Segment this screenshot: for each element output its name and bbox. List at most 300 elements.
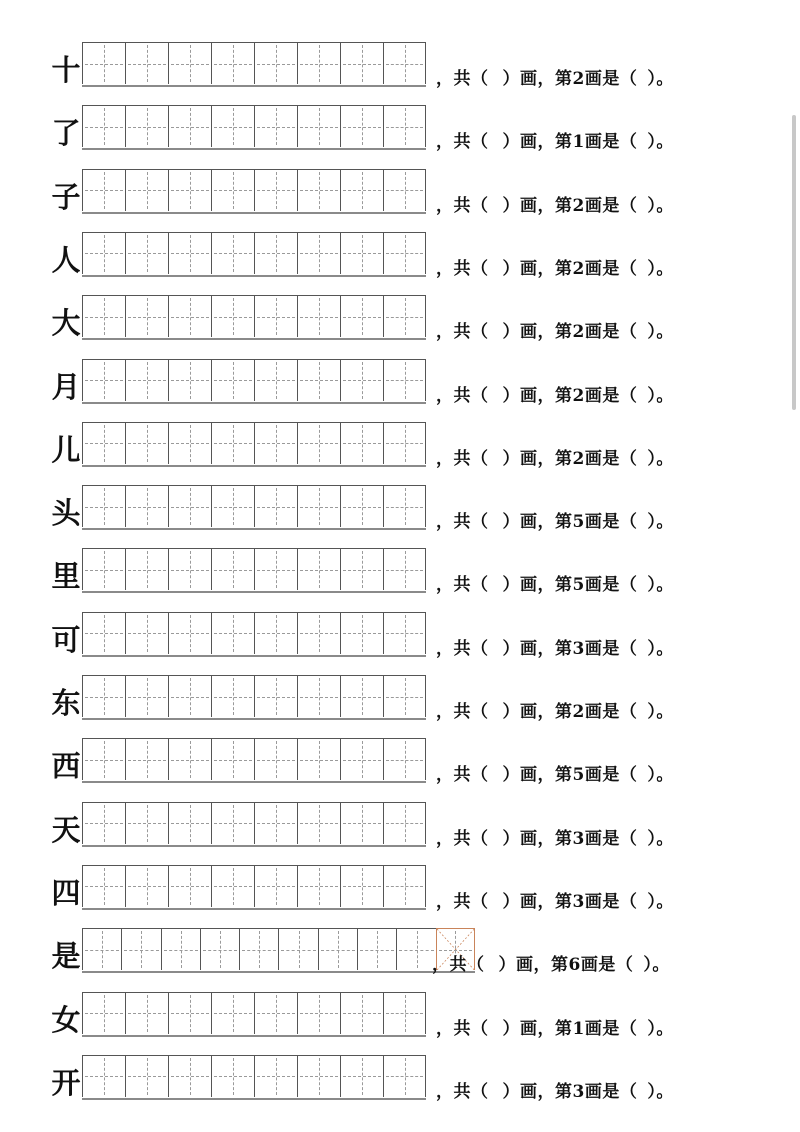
grid-cell[interactable] [340, 738, 383, 780]
question-stroke-is: 画是（ [584, 575, 638, 596]
grid-cell[interactable] [211, 738, 254, 780]
grid-cell[interactable] [211, 295, 254, 337]
grid-cell[interactable] [211, 865, 254, 907]
grid-cell[interactable] [239, 928, 278, 970]
grid-cell[interactable] [82, 548, 125, 590]
grid-cell[interactable] [383, 612, 426, 654]
question-stroke-is: 画是（ [584, 195, 638, 216]
grid-cell[interactable] [254, 738, 297, 780]
question-total-label: 共（ [453, 385, 489, 406]
grid-cell[interactable] [383, 738, 426, 780]
target-character: 子 [51, 179, 81, 214]
question-stroke-is: 画是（ [584, 69, 638, 89]
question-end: ）。 [647, 69, 674, 89]
stroke-number: 2 [572, 69, 585, 89]
grid-cell[interactable] [211, 802, 254, 844]
grid-cell[interactable] [340, 359, 383, 401]
question-total-close: ）画， [502, 1018, 555, 1039]
grid-cell[interactable] [254, 612, 297, 654]
grid-cell[interactable] [254, 169, 297, 211]
grid-cell[interactable] [211, 422, 254, 464]
question-ordinal: 第 [555, 1018, 573, 1039]
grid-cell[interactable] [82, 802, 125, 844]
question-total-label: 共（ [453, 765, 489, 786]
stroke-number: 2 [572, 448, 585, 469]
worksheet-row [0, 992, 800, 1055]
question-total-close: ）画， [498, 955, 551, 976]
grid-cell[interactable] [340, 865, 383, 907]
grid-cell[interactable] [211, 485, 254, 527]
question-total-label: 共（ [453, 512, 489, 533]
grid-cell[interactable] [168, 738, 211, 780]
question-comma: ， [436, 195, 454, 216]
grid-cell[interactable] [297, 422, 340, 464]
stroke-question [436, 507, 674, 532]
grid-cell[interactable] [383, 232, 426, 274]
grid-cell[interactable] [254, 105, 297, 147]
grid-cell[interactable] [211, 992, 254, 1034]
question-end: ）。 [647, 702, 674, 722]
grid-cell[interactable] [211, 105, 254, 147]
grid-cell[interactable] [318, 928, 357, 970]
question-ordinal: 第 [555, 448, 573, 469]
question-end: ）。 [647, 385, 674, 406]
grid-cell[interactable] [297, 992, 340, 1034]
question-comma: ， [436, 575, 454, 596]
question-stroke-is: 画是（ [584, 1018, 638, 1039]
grid-cell[interactable] [211, 675, 254, 717]
grid-cell[interactable] [254, 295, 297, 337]
question-comma: ， [436, 132, 454, 153]
grid-cell[interactable] [125, 42, 168, 84]
tianzi-grid [82, 42, 426, 87]
grid-cell[interactable] [340, 105, 383, 147]
target-character: 大 [51, 306, 81, 341]
question-end: ）。 [647, 195, 674, 216]
grid-cell[interactable] [340, 42, 383, 84]
grid-cell[interactable] [254, 42, 297, 84]
grid-cell[interactable] [168, 802, 211, 844]
question-total-close: ）画， [502, 512, 555, 533]
grid-cell[interactable] [340, 992, 383, 1034]
question-stroke-is: 画是（ [584, 702, 638, 722]
question-stroke-is: 画是（ [584, 132, 638, 153]
grid-cell[interactable] [383, 359, 426, 401]
question-ordinal: 第 [555, 638, 573, 659]
target-character: 了 [51, 116, 81, 151]
question-total-label: 共（ [453, 195, 489, 216]
question-stroke-is: 画是（ [584, 891, 638, 912]
question-end: ）。 [647, 638, 674, 659]
question-stroke-is: 画是（ [584, 765, 638, 786]
question-ordinal: 第 [555, 195, 573, 216]
question-ordinal: 第 [555, 512, 573, 533]
grid-cell[interactable] [82, 422, 125, 464]
worksheet-row [0, 865, 800, 928]
target-character: 可 [51, 622, 81, 657]
grid-cell[interactable] [297, 295, 340, 337]
question-end: ）。 [647, 891, 674, 912]
question-total-close: ）画， [502, 195, 555, 216]
grid-cell[interactable] [125, 992, 168, 1034]
target-character: 十 [51, 53, 81, 87]
grid-cell[interactable] [396, 928, 435, 970]
grid-cell[interactable] [82, 1055, 125, 1097]
stroke-number: 5 [572, 575, 585, 596]
question-total-close: ）画， [502, 385, 555, 406]
worksheet-row [0, 359, 800, 422]
question-total-label: 共（ [453, 575, 489, 596]
grid-cell[interactable] [168, 1055, 211, 1097]
grid-cell[interactable] [168, 359, 211, 401]
grid-cell[interactable] [383, 169, 426, 211]
grid-cell[interactable] [297, 612, 340, 654]
stroke-number: 3 [572, 638, 585, 659]
question-comma: ， [436, 322, 454, 343]
grid-cell[interactable] [82, 738, 125, 780]
question-ordinal: 第 [555, 891, 573, 912]
target-character: 是 [51, 939, 81, 974]
grid-cell[interactable] [254, 485, 297, 527]
tianzi-grid [82, 865, 426, 910]
question-comma: ， [432, 955, 450, 976]
question-total-label: 共（ [453, 828, 489, 849]
stroke-question [436, 697, 674, 722]
grid-cell[interactable] [254, 232, 297, 274]
worksheet-row [0, 422, 800, 485]
grid-cell[interactable] [254, 422, 297, 464]
grid-cell[interactable] [254, 548, 297, 590]
stroke-question [436, 64, 674, 89]
stroke-number: 3 [572, 1081, 585, 1102]
grid-cell[interactable] [82, 992, 125, 1034]
tianzi-grid [82, 738, 426, 783]
question-ordinal: 第 [555, 1081, 573, 1102]
question-end: ）。 [643, 955, 670, 976]
grid-cell[interactable] [121, 928, 160, 970]
question-stroke-is: 画是（ [584, 638, 638, 659]
grid-cell[interactable] [82, 865, 125, 907]
stroke-number: 3 [572, 891, 585, 912]
grid-cell[interactable] [82, 928, 121, 970]
grid-cell[interactable] [82, 105, 125, 147]
grid-cell[interactable] [297, 738, 340, 780]
question-end: ）。 [647, 828, 674, 849]
question-ordinal: 第 [555, 132, 573, 153]
question-ordinal: 第 [555, 322, 573, 343]
tianzi-grid [82, 422, 426, 467]
stroke-question [436, 824, 674, 849]
tianzi-grid [82, 485, 426, 530]
tianzi-grid [82, 928, 475, 976]
question-stroke-is: 画是（ [584, 828, 638, 849]
stroke-number: 5 [572, 765, 585, 786]
tianzi-grid [82, 802, 426, 847]
question-total-close: ）画， [502, 891, 555, 912]
question-total-close: ）画， [502, 828, 555, 849]
stroke-question [432, 950, 670, 975]
tianzi-grid [82, 295, 426, 340]
tianzi-grid [82, 612, 426, 657]
worksheet-row [0, 485, 800, 548]
question-stroke-is: 画是（ [584, 258, 638, 279]
question-end: ）。 [647, 575, 674, 596]
question-stroke-is: 画是（ [584, 385, 638, 406]
question-total-close: ）画， [502, 69, 555, 89]
grid-cell[interactable] [297, 169, 340, 211]
grid-cell[interactable] [297, 548, 340, 590]
question-stroke-is: 画是（ [584, 1081, 638, 1102]
target-character: 天 [51, 812, 81, 847]
stroke-question [436, 634, 674, 659]
grid-cell[interactable] [383, 1055, 426, 1097]
target-character: 四 [51, 875, 81, 910]
grid-cell[interactable] [297, 485, 340, 527]
grid-cell[interactable] [383, 422, 426, 464]
grid-cell[interactable] [297, 1055, 340, 1097]
grid-cell[interactable] [125, 359, 168, 401]
grid-cell[interactable] [82, 485, 125, 527]
grid-cell[interactable] [211, 548, 254, 590]
grid-cell[interactable] [168, 42, 211, 84]
grid-cell[interactable] [125, 548, 168, 590]
grid-cell[interactable] [168, 232, 211, 274]
stroke-number: 2 [572, 322, 585, 343]
question-total-label: 共（ [453, 1018, 489, 1039]
question-ordinal: 第 [555, 702, 573, 722]
stroke-number: 2 [572, 258, 585, 279]
grid-cell[interactable] [297, 865, 340, 907]
grid-cell[interactable] [125, 485, 168, 527]
grid-cell[interactable] [340, 422, 383, 464]
grid-cell[interactable] [211, 1055, 254, 1097]
grid-cell[interactable] [82, 295, 125, 337]
question-comma: ， [436, 69, 454, 89]
worksheet-row [0, 1055, 800, 1118]
grid-cell[interactable] [168, 865, 211, 907]
question-total-label: 共（ [453, 1081, 489, 1102]
question-end: ）。 [647, 448, 674, 469]
question-comma: ， [436, 512, 454, 533]
question-total-close: ）画， [502, 322, 555, 343]
grid-cell[interactable] [297, 359, 340, 401]
grid-cell[interactable] [211, 359, 254, 401]
vertical-scrollbar[interactable] [792, 115, 796, 410]
grid-cell[interactable] [383, 105, 426, 147]
target-character: 开 [51, 1065, 81, 1100]
grid-cell[interactable] [82, 232, 125, 274]
grid-cell[interactable] [340, 675, 383, 717]
question-total-label: 共（ [453, 69, 489, 89]
stroke-number: 1 [572, 132, 585, 153]
grid-cell[interactable] [168, 105, 211, 147]
grid-cell[interactable] [168, 612, 211, 654]
question-comma: ， [436, 1018, 454, 1039]
question-total-label: 共（ [453, 132, 489, 153]
grid-cell[interactable] [168, 295, 211, 337]
question-comma: ， [436, 828, 454, 849]
worksheet-row [0, 169, 800, 232]
question-total-label: 共（ [453, 322, 489, 343]
stroke-question [436, 444, 674, 469]
grid-cell[interactable] [383, 295, 426, 337]
question-total-close: ）画， [502, 1081, 555, 1102]
target-character: 头 [51, 496, 81, 531]
grid-cell[interactable] [383, 675, 426, 717]
grid-cell[interactable] [254, 802, 297, 844]
question-ordinal: 第 [555, 258, 573, 279]
target-character: 女 [51, 1002, 81, 1037]
tianzi-grid [82, 1055, 426, 1100]
target-character: 儿 [51, 432, 81, 467]
grid-cell[interactable] [254, 1055, 297, 1097]
grid-cell[interactable] [254, 992, 297, 1034]
stroke-number: 1 [572, 1018, 585, 1039]
stroke-question [436, 570, 674, 595]
grid-cell[interactable] [278, 928, 317, 970]
grid-cell[interactable] [340, 1055, 383, 1097]
question-end: ）。 [647, 765, 674, 786]
question-ordinal: 第 [555, 69, 573, 89]
question-ordinal: 第 [555, 385, 573, 406]
grid-cell[interactable] [297, 802, 340, 844]
grid-cell[interactable] [340, 802, 383, 844]
stroke-question [436, 1014, 674, 1039]
question-total-label: 共（ [453, 448, 489, 469]
grid-cell[interactable] [297, 675, 340, 717]
grid-cell[interactable] [168, 169, 211, 211]
question-total-label: 共（ [453, 891, 489, 912]
grid-cell[interactable] [200, 928, 239, 970]
grid-cell[interactable] [82, 675, 125, 717]
question-stroke-is: 画是（ [584, 512, 638, 533]
question-total-close: ）画， [502, 448, 555, 469]
worksheet-row [0, 928, 800, 991]
stroke-number: 3 [572, 828, 585, 849]
target-character: 西 [51, 749, 81, 784]
tianzi-grid [82, 359, 426, 404]
grid-cell[interactable] [340, 612, 383, 654]
grid-cell[interactable] [125, 422, 168, 464]
grid-cell[interactable] [82, 612, 125, 654]
stroke-question [436, 317, 674, 342]
grid-cell[interactable] [125, 675, 168, 717]
grid-cell[interactable] [82, 42, 125, 84]
grid-cell[interactable] [125, 738, 168, 780]
grid-cell[interactable] [254, 865, 297, 907]
grid-cell[interactable] [340, 232, 383, 274]
grid-cell[interactable] [125, 232, 168, 274]
stroke-question [436, 760, 674, 785]
question-end: ）。 [647, 132, 674, 153]
grid-cell[interactable] [125, 802, 168, 844]
question-end: ）。 [647, 258, 674, 279]
question-total-close: ）画， [502, 765, 555, 786]
grid-cell[interactable] [168, 485, 211, 527]
grid-cell[interactable] [383, 548, 426, 590]
question-comma: ， [436, 258, 454, 279]
question-comma: ， [436, 385, 454, 406]
question-comma: ， [436, 448, 454, 469]
worksheet-row [0, 548, 800, 611]
question-comma: ， [436, 638, 454, 659]
stroke-number: 6 [568, 955, 581, 976]
question-total-label: 共（ [453, 702, 489, 722]
stroke-question [436, 887, 674, 912]
target-character: 人 [51, 242, 81, 277]
question-comma: ， [436, 891, 454, 912]
stroke-number: 5 [572, 512, 585, 533]
question-comma: ， [436, 702, 454, 722]
question-end: ）。 [647, 512, 674, 533]
question-ordinal: 第 [555, 575, 573, 596]
question-ordinal: 第 [555, 828, 573, 849]
question-stroke-is: 画是（ [584, 448, 638, 469]
grid-cell[interactable] [125, 295, 168, 337]
question-total-close: ）画， [502, 258, 555, 279]
grid-cell[interactable] [211, 169, 254, 211]
question-total-close: ）画， [502, 638, 555, 659]
target-character: 东 [51, 686, 81, 720]
worksheet-row [0, 675, 800, 738]
grid-cell[interactable] [168, 675, 211, 717]
stroke-number: 2 [572, 385, 585, 406]
grid-cell[interactable] [161, 928, 200, 970]
grid-cell[interactable] [383, 485, 426, 527]
grid-cell[interactable] [211, 612, 254, 654]
grid-cell[interactable] [168, 548, 211, 590]
grid-cell[interactable] [125, 612, 168, 654]
grid-cell[interactable] [340, 295, 383, 337]
grid-cell[interactable] [383, 802, 426, 844]
grid-cell[interactable] [340, 485, 383, 527]
grid-cell[interactable] [254, 675, 297, 717]
grid-cell[interactable] [168, 992, 211, 1034]
tianzi-grid [82, 548, 426, 593]
grid-cell[interactable] [383, 865, 426, 907]
grid-cell[interactable] [125, 865, 168, 907]
grid-cell[interactable] [254, 359, 297, 401]
grid-cell[interactable] [82, 359, 125, 401]
grid-cell[interactable] [297, 42, 340, 84]
grid-cell[interactable] [125, 169, 168, 211]
tianzi-grid [82, 169, 426, 214]
grid-cell[interactable] [383, 992, 426, 1034]
question-end: ）。 [647, 1018, 674, 1039]
grid-cell[interactable] [125, 1055, 168, 1097]
grid-cell[interactable] [211, 42, 254, 84]
question-total-close: ）画， [502, 575, 555, 596]
grid-cell[interactable] [168, 422, 211, 464]
grid-cell[interactable] [340, 548, 383, 590]
target-character: 月 [51, 369, 81, 404]
grid-cell[interactable] [297, 232, 340, 274]
question-comma: ， [436, 765, 454, 786]
target-character: 里 [51, 559, 81, 594]
question-total-label: 共（ [449, 955, 485, 976]
grid-cell[interactable] [297, 105, 340, 147]
question-ordinal: 第 [551, 955, 569, 976]
question-ordinal: 第 [555, 765, 573, 786]
grid-cell[interactable] [125, 105, 168, 147]
stroke-question [436, 127, 674, 152]
grid-cell[interactable] [383, 42, 426, 84]
grid-cell[interactable] [211, 232, 254, 274]
grid-cell[interactable] [357, 928, 396, 970]
question-total-close: ）画， [502, 702, 555, 722]
grid-cell[interactable] [82, 169, 125, 211]
grid-cell[interactable] [340, 169, 383, 211]
